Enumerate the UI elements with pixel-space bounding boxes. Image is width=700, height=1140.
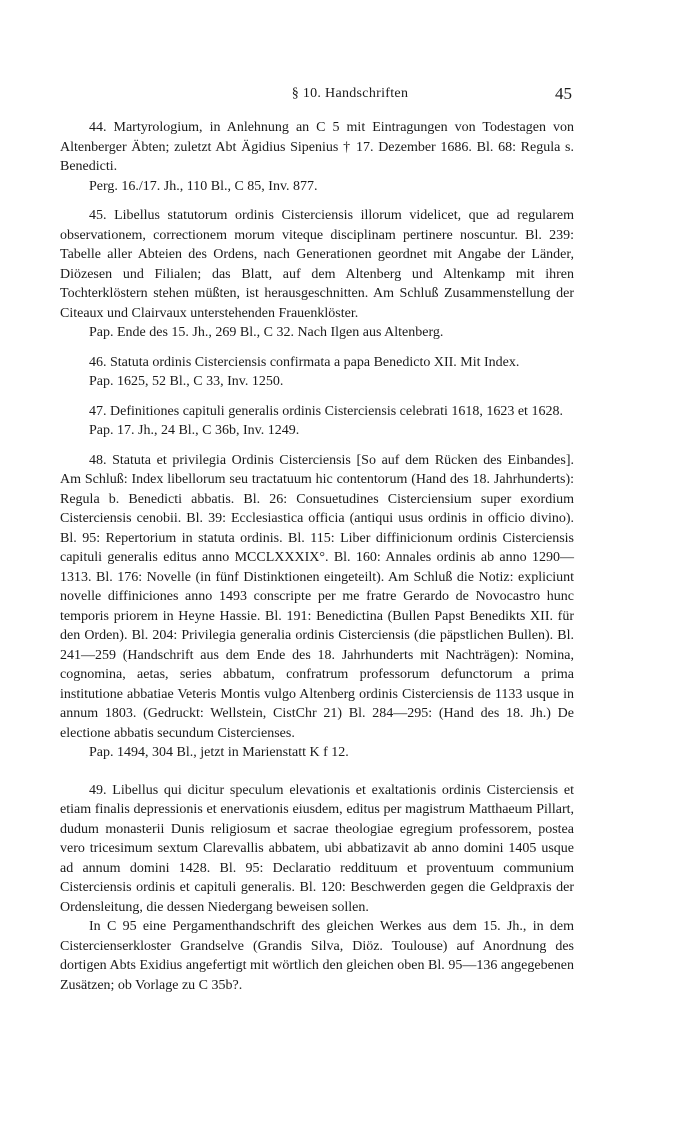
running-head (0, 84, 700, 106)
entry-47-text: 47. Definitiones capituli generalis ordinis Cisterciensis celebrati 1618, 1623 et 1628. (89, 403, 563, 419)
entry-45-source: Pap. Ende des 15. Jh., 269 Bl., C 32. Nach Ilgen aus Altenberg. (89, 325, 444, 340)
entry-46-source: Pap. 1625, 52 Bl., C 33, Inv. 1250. (89, 374, 284, 389)
entry-46-text: 46. Statuta ordinis Cisterciensis confirmata a papa Benedicto XII. Mit Index. (89, 354, 520, 370)
running-title: § 10. Handschriften (291, 86, 409, 101)
entry-45-text: 45. Libellus statutorum ordinis Cisterciensis illorum videlicet, que ad regularem observationem, correctionem morum viteque disciplinam pertinere noscuntur. Bl. 239: Tabelle aller Abteien des Ordens, nach Generationen geordnet mit Angabe der Länder, Diözesen und Filialen; das Blatt, auf dem Altenberg und Altenkamp mit ihren Tochterklöstern stehen müßten, ist herausgeschnitten. Am Schluß Zusammenstellung der Citeaux und Clairvaux unterstehenden Frauenklöster. (60, 208, 574, 321)
entry-44-source: Perg. 16./17. Jh., 110 Bl., C 85, Inv. 877. (89, 178, 318, 194)
entry-49-note: In C 95 eine Pergamenthandschrift des gleichen Werkes aus dem 15. Jh., in dem Cistercienserkloster Grandselve (Grandis Silva, Diöz. Toulouse) auf Anordnung des dortigen Abts Exidius angefertigt mit wörtlich den gleichen oben Bl. 95—136 angegebenen Zusätzen; ob Vorlage zu C 35b?. (60, 919, 574, 993)
page-number: 45 (555, 84, 572, 103)
manuscript-list (60, 118, 574, 995)
entry-48-source: Pap. 1494, 304 Bl., jetzt in Marienstatt K f 12. (89, 745, 349, 760)
entry-47-source: Pap. 17. Jh., 24 Bl., C 36b, Inv. 1249. (89, 423, 300, 438)
entry-48-text: 48. Statuta et privilegia Ordinis Cisterciensis [So auf dem Rücken des Einbandes]. Am Schluß: Index libellorum seu tractatuum hic contentorum (Hand des 18. Jahrhunderts): Regula b. Benedicti abbatis. Bl. 26: Consuetudines Cisterciensium super exordium Cisterciensis cenobii. Bl. 39: Ecclesiastica officia (antiqui usus ordinis in officio divino). Bl. 95: Repertorium in statuta ordinis. Bl. 115: Liber diffinicionum ordinis Cisterciensis capituli generalis editus anno MCCLXXXIX°. Bl. 160: Annales ordinis ab anno 1290—1313. Bl. 176: Novelle (in fünf Distinktionen eingeteilt). Am Schluß die Notiz: expliciunt novelle diffiniciones anno 1493 conscripte per me fratre Gerardo de Novocastro hunc temporis priorem in Heyne Hassie. Bl. 191: Benedictina (Bullen Papst Benedikts XII. für den Orden). Bl. 204: Privilegia generalia ordinis Cisterciensis (die päpstlichen Bullen). Bl. 241—259 (Handschrift aus dem Ende des 18. Jahrhunderts mit Nachträgen): Nomina, cognomina, aetas, series abbatum, confratrum professorum defunctorum a prima institutione abbatiae Veteris Montis vulgo Altenberg ordinis Cisterciensis de 1133 usque in annum 1803. (Gedruckt: Wellstein, CistChr 21) Bl. 284—295: (Hand des 18. Jh.) De electione abbatis secundum Cistercienses. (60, 452, 574, 741)
entry-44-text: 44. Martyrologium, in Anlehnung an C 5 mit Eintragungen von Todestagen von Altenberger Äbten; zuletzt Abt Ägidius Sipenius † 17. Dezember 1686. Bl. 68: Regula s. Benedicti. (60, 120, 574, 174)
entry-49-text: 49. Libellus qui dicitur speculum elevationis et exaltationis ordinis Cisterciensis et etiam finalis depressionis et enervationis eiusdem, editus per magistrum Matthaeum Pillart, dudum monasterii Dunis religiosum et sacrae theologiae egregium professorem, postea vero tricesimum sextum Clarevallis abbatem, ubi abbatizavit ab anno domini 1405 usque ad annum domini 1428. Bl. 95: Declaratio reddituum et proventuum communium Cisterciensis ordinis et capituli generalis. Bl. 120: Beschwerden gegen die Geldpraxis der Ordensleitung, die dessen Niedergang beweisen sollen. (60, 782, 574, 915)
